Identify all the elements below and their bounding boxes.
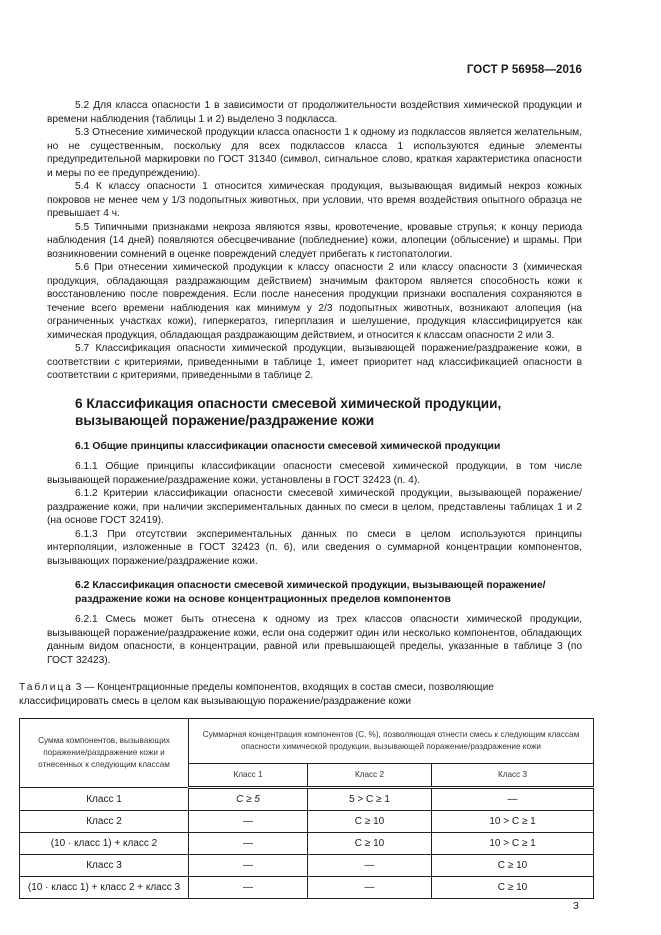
cell-class-2: — bbox=[308, 877, 432, 899]
cell-class-2: C ≥ 10 bbox=[308, 833, 432, 855]
paragraph-5-2: 5.2 Для класса опасности 1 в зависимости от продолжительности воздействия химической продукции и времени наблюдения (таблицы 1 и 2) выделено 3 подкласса. bbox=[47, 100, 582, 125]
table-row bbox=[20, 811, 594, 833]
section-6-2-heading: 6.2 Классификация опасности смесевой химической продукции, вызывающей поражение/раздражение кожи на основе концентрационных пределов компонентов bbox=[75, 580, 546, 605]
row-label: (10 · класс 1) + класс 2 + класс 3 bbox=[20, 877, 189, 899]
table-row bbox=[20, 788, 594, 811]
paragraph-5-4: 5.4 К классу опасности 1 относится химическая продукция, вызывающая видимый некроз кожных покровов не менее чем у 1/3 подопытных животных, при условии, что время воздействия опытного образца не превышает 4 ч. bbox=[47, 181, 582, 219]
cell-class-1: — bbox=[189, 877, 308, 899]
table-3-caption bbox=[19, 681, 582, 708]
cell-class-3: 10 > C ≥ 1 bbox=[432, 833, 594, 855]
cell-class-3: C ≥ 10 bbox=[432, 855, 594, 877]
cell-class-1: — bbox=[189, 855, 308, 877]
table-row bbox=[20, 833, 594, 855]
cell-class-2: 5 > C ≥ 1 bbox=[308, 788, 432, 811]
standard-header: ГОСТ Р 56958—2016 bbox=[466, 64, 582, 76]
row-label: Класс 3 bbox=[20, 855, 189, 877]
paragraph-5-3: 5.3 Отнесение химической продукции класса опасности 1 к одному из подклассов является желательным, но не существенным, поскольку для всех подклассов класса 1 используются единые элементы предупредительной маркировки по ГОСТ 31340 (символ, сигнальное слово, краткая характеристика опасности и меры по ее предупреждению). bbox=[47, 127, 582, 179]
table-3 bbox=[19, 718, 594, 899]
table-row bbox=[20, 855, 594, 877]
table-col-class-1: Класс 1 bbox=[189, 764, 308, 788]
paragraph-6-2-1: 6.2.1 Смесь может быть отнесена к одному из трех классов опасности химической продукции, вызывающей поражение/раздражение кожи, если она содержит один или несколько компонентов, обладающих данным видом опасности, в концентрации, равной или превышающей пределы, указанные в таблице 3 (по ГОСТ 32423). bbox=[47, 614, 582, 666]
page-number: 3 bbox=[573, 900, 579, 912]
table-col-class-2: Класс 2 bbox=[308, 764, 432, 788]
row-label: Класс 2 bbox=[20, 811, 189, 833]
table-header-concentration: Суммарная концентрация компонентов (C, %), позволяющая отнести смесь к следующим классам опасности химической продукции, вызывающей поражение/раздражение кожи bbox=[189, 719, 594, 764]
section-6-heading: 6 Классификация опасности смесевой химической продукции, вызывающей поражение/раздражение кожи bbox=[75, 395, 502, 428]
cell-class-1: — bbox=[189, 811, 308, 833]
row-label: Класс 1 bbox=[20, 788, 189, 811]
cell-class-1: C ≥ 5 bbox=[189, 788, 308, 811]
paragraph-5-5: 5.5 Типичными признаками некроза являются язвы, кровотечение, кровавые струпья; к концу периода наблюдения (14 дней) появляются обесцвечивание (побледнение) кожи, алопеции (облысение) и шрамы. При возникновении сомнений в оценке повреждений следует прибегать к гистопатологии. bbox=[47, 221, 582, 260]
table-col-class-3: Класс 3 bbox=[432, 764, 594, 788]
paragraph-6-1-1: 6.1.1 Общие принципы классификации опасности смесевой химической продукции, в том числе вызывающей поражение/раздражение кожи, установлены в ГОСТ 32423 (п. 4). bbox=[47, 461, 582, 486]
cell-class-3: 10 > C ≥ 1 bbox=[432, 811, 594, 833]
table-caption-label: Таблица bbox=[19, 682, 73, 693]
row-label: (10 · класс 1) + класс 2 bbox=[20, 833, 189, 855]
cell-class-1: — bbox=[189, 833, 308, 855]
table-caption-text: 3 — Концентрационные пределы компонентов, входящих в состав смеси, позволяющие классифицировать смесь в целом как вызывающую поражение/раздражение кожи bbox=[19, 682, 494, 707]
cell-class-2: C ≥ 10 bbox=[308, 811, 432, 833]
section-6-1-heading: 6.1 Общие принципы классификации опасности смесевой химической продукции bbox=[75, 440, 501, 452]
table-row bbox=[20, 877, 594, 899]
paragraph-6-1-2: 6.1.2 Критерии классификации опасности смесевой химической продукции, вызывающей поражение/раздражение кожи, при наличии экспериментальных данных по смеси в целом, представлены таблицах 1 и 2 (на основе ГОСТ 32419). bbox=[47, 488, 582, 526]
paragraph-5-7: 5.7 Классификация опасности химической продукции, вызывающей поражение/раздражение кожи, в соответствии с критериями, приведенными в таблице 1, имеет приоритет над классификацией опасности в соответствии с критериями, приведенными в таблице 2. bbox=[47, 343, 582, 381]
cell-class-3: C ≥ 10 bbox=[432, 877, 594, 899]
paragraph-5-6: 5.6 При отнесении химической продукции к классу опасности 2 или классу опасности 3 (химическая продукция, обладающая раздражающим действием) значимым фактором является способность кожи к восстановлению после повреждения. Если после нанесения продукции признаки воспаления сохраняются в течение всего времени наблюдения как минимум у 2/3 подопытных животных, возникают алопеция (на ограниченных участках кожи), гиперкератоз, гиперплазия и шелушение, продукция классифицируется как химическая продукция, обладающая раздражающим действием, и относится к классам опасности 2 или 3. bbox=[47, 262, 582, 341]
cell-class-3: — bbox=[432, 788, 594, 811]
cell-class-2: — bbox=[308, 855, 432, 877]
paragraph-6-1-3: 6.1.3 При отсутствии экспериментальных данных по смеси в целом используются принципы интерполяции, изложенные в ГОСТ 32423 (п. 6), или сведения о суммарной концентрации компонентов, вызывающих поражение/раздражение кожи. bbox=[47, 528, 582, 567]
page-body bbox=[19, 99, 582, 899]
table-header-components: Сумма компонентов, вызывающих поражение/раздражение кожи и отнесенных к следующим классам bbox=[20, 719, 189, 788]
